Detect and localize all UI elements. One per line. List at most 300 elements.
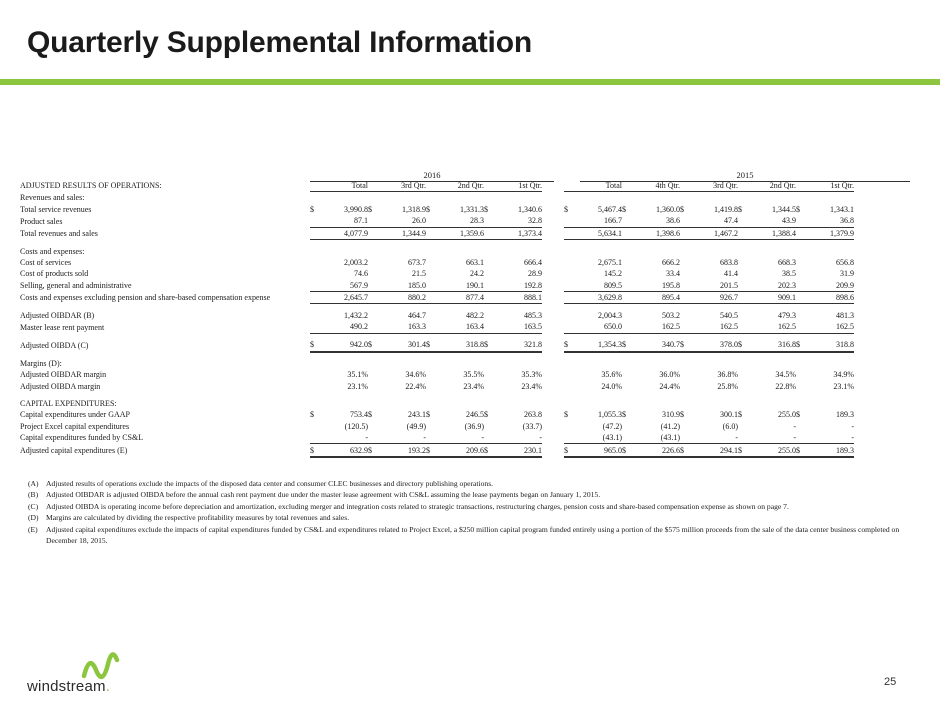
cell-value: 753.4 xyxy=(350,410,368,420)
currency-symbol xyxy=(310,421,324,432)
currency-symbol xyxy=(622,369,636,380)
currency-symbol xyxy=(368,398,382,409)
cell-value xyxy=(636,398,680,409)
currency-symbol xyxy=(796,380,810,391)
footnote xyxy=(28,524,908,547)
currency-symbol xyxy=(564,369,578,380)
cell-value: 378.0 xyxy=(694,339,738,351)
row-label: Revenues and sales: xyxy=(20,193,85,203)
currency-symbol xyxy=(622,268,636,279)
currency-symbol xyxy=(564,227,578,239)
currency-symbol xyxy=(622,421,636,432)
cell-value: 567.9 xyxy=(324,280,368,292)
currency-symbol xyxy=(368,245,382,256)
currency-symbol xyxy=(426,310,440,321)
row-label: Project Excel capital expenditures xyxy=(20,421,130,431)
currency-symbol xyxy=(622,215,636,227)
currency-symbol: $ xyxy=(426,410,430,420)
cell-value: 1,398.6 xyxy=(636,227,680,239)
cell-value: 464.7 xyxy=(408,311,426,321)
currency-symbol xyxy=(310,257,324,268)
currency-symbol: $ xyxy=(368,204,372,214)
cell-value: 22.4% xyxy=(405,381,426,391)
column-gap xyxy=(542,268,564,279)
currency-symbol xyxy=(622,245,636,256)
cell-value: 318.8 xyxy=(440,339,484,351)
row-label: Adjusted OIBDA margin xyxy=(20,381,101,391)
cell-value: 163.4 xyxy=(440,321,484,333)
row-label: Cost of services xyxy=(20,258,72,268)
currency-symbol xyxy=(426,227,440,239)
cell-value: - xyxy=(752,432,796,444)
currency-symbol xyxy=(368,215,382,227)
currency-symbol xyxy=(484,292,498,304)
cell-value: 888.1 xyxy=(498,292,542,304)
cell-value xyxy=(694,245,738,256)
row-label: Total revenues and sales xyxy=(20,228,98,238)
cell-value: - xyxy=(382,432,426,444)
cell-value: 301.4 xyxy=(382,339,426,351)
cell-value: 23.1% xyxy=(833,381,854,391)
table-row xyxy=(20,292,854,304)
cell-value: 2,003.2 xyxy=(344,258,368,268)
cell-value: 1,467.2 xyxy=(694,227,738,239)
currency-symbol xyxy=(680,310,694,321)
currency-symbol xyxy=(796,227,810,239)
currency-symbol xyxy=(564,398,578,409)
currency-symbol xyxy=(426,369,440,380)
cell-value: - xyxy=(851,421,854,431)
cell-value: 209.9 xyxy=(810,280,854,292)
column-gap xyxy=(542,280,564,292)
cell-value: 2,004.3 xyxy=(598,311,622,321)
cell-value: 192.8 xyxy=(498,280,542,292)
cell-value: (36.9) xyxy=(464,421,484,431)
cell-value: 43.9 xyxy=(752,215,796,227)
column-gap xyxy=(542,358,564,369)
currency-symbol xyxy=(622,432,636,444)
cell-value: 145.2 xyxy=(604,269,622,279)
cell-value xyxy=(324,245,368,256)
cell-value: 263.8 xyxy=(524,410,542,420)
cell-value xyxy=(752,245,796,256)
cell-value: 663.1 xyxy=(466,258,484,268)
cell-value: (33.7) xyxy=(522,421,542,431)
footnote-key: (B) xyxy=(28,490,39,500)
currency-symbol xyxy=(622,321,636,333)
currency-symbol xyxy=(368,380,382,391)
currency-symbol: $ xyxy=(368,444,382,457)
currency-symbol: $ xyxy=(368,410,372,420)
currency-symbol: $ xyxy=(680,204,684,214)
page-title: Quarterly Supplemental Information xyxy=(27,26,532,59)
currency-symbol xyxy=(310,398,324,409)
currency-symbol xyxy=(310,358,324,369)
currency-symbol: $ xyxy=(368,339,382,351)
currency-symbol xyxy=(564,215,578,227)
currency-symbol xyxy=(796,421,810,432)
currency-symbol xyxy=(622,280,636,292)
cell-value: 942.0 xyxy=(324,339,368,351)
currency-symbol xyxy=(796,257,810,268)
cell-value: (43.1) xyxy=(578,432,622,444)
cell-value: 22.8% xyxy=(775,381,796,391)
cell-value: 5,467.4 xyxy=(598,204,622,214)
currency-symbol xyxy=(484,432,498,444)
row-label: Adjusted capital expenditures (E) xyxy=(20,445,128,455)
cell-value xyxy=(382,245,426,256)
cell-value: 683.8 xyxy=(720,258,738,268)
cell-value: (43.1) xyxy=(636,432,680,444)
footnote-key: (C) xyxy=(28,501,39,511)
currency-symbol xyxy=(484,192,498,204)
currency-symbol xyxy=(564,432,578,444)
table-row xyxy=(20,444,854,457)
cell-value: 294.1 xyxy=(694,444,738,457)
cell-value xyxy=(636,245,680,256)
footnote xyxy=(28,489,908,500)
cell-value: 1,373.4 xyxy=(498,227,542,239)
cell-value: 34.5% xyxy=(775,370,796,380)
cell-value: 21.5 xyxy=(412,269,426,279)
cell-value: 190.1 xyxy=(440,280,484,292)
currency-symbol: $ xyxy=(310,410,314,420)
cell-value: 87.1 xyxy=(324,215,368,227)
footnote-key: (E) xyxy=(28,524,38,534)
currency-symbol xyxy=(426,280,440,292)
column-gap xyxy=(542,321,564,333)
cell-value: 246.5 xyxy=(466,410,484,420)
cell-value: 38.5 xyxy=(782,269,796,279)
table-row xyxy=(20,245,854,256)
currency-symbol xyxy=(796,369,810,380)
currency-symbol xyxy=(564,321,578,333)
cell-value: 162.5 xyxy=(752,321,796,333)
page-number: 25 xyxy=(884,676,897,688)
column-gap xyxy=(542,432,564,444)
currency-symbol xyxy=(796,280,810,292)
cell-value: 163.5 xyxy=(498,321,542,333)
currency-symbol xyxy=(796,358,810,369)
cell-value: 166.7 xyxy=(578,215,622,227)
cell-value: 1,419.8 xyxy=(714,204,738,214)
currency-symbol xyxy=(796,432,810,444)
currency-symbol xyxy=(738,369,752,380)
currency-symbol: $ xyxy=(484,410,488,420)
currency-symbol xyxy=(484,380,498,391)
footnote xyxy=(28,512,908,523)
currency-symbol xyxy=(738,245,752,256)
results-table xyxy=(20,180,854,458)
currency-symbol xyxy=(484,268,498,279)
currency-symbol xyxy=(680,215,694,227)
currency-symbol xyxy=(310,292,324,304)
row-label: Product sales xyxy=(20,216,63,226)
cell-value: - xyxy=(324,432,368,444)
cell-value: 666.2 xyxy=(662,258,680,268)
column-gap xyxy=(542,257,564,268)
currency-symbol xyxy=(368,227,382,239)
table-row xyxy=(20,227,854,239)
table-row xyxy=(20,369,854,380)
currency-symbol xyxy=(738,380,752,391)
table-row xyxy=(20,321,854,333)
currency-symbol xyxy=(680,257,694,268)
currency-symbol: $ xyxy=(680,339,694,351)
cell-value: 3,629.8 xyxy=(578,292,622,304)
currency-symbol: $ xyxy=(484,444,498,457)
row-label: Adjusted OIBDAR margin xyxy=(20,370,107,380)
currency-symbol: $ xyxy=(796,204,800,214)
year-header-2016: 2016 xyxy=(423,170,441,180)
currency-symbol xyxy=(622,227,636,239)
currency-symbol xyxy=(622,257,636,268)
cell-value xyxy=(752,398,796,409)
table-row xyxy=(20,421,854,432)
currency-symbol xyxy=(564,257,578,268)
currency-symbol xyxy=(368,369,382,380)
currency-symbol xyxy=(310,192,324,204)
currency-symbol xyxy=(622,358,636,369)
table-row xyxy=(20,398,854,409)
cell-value: 632.9 xyxy=(324,444,368,457)
row-label: Cost of products sold xyxy=(20,269,89,279)
currency-symbol xyxy=(368,292,382,304)
currency-symbol: $ xyxy=(484,204,488,214)
cell-value: 1,359.6 xyxy=(440,227,484,239)
table-row xyxy=(20,432,854,444)
cell-value xyxy=(324,358,368,369)
currency-symbol xyxy=(484,310,498,321)
cell-value: 189.3 xyxy=(810,444,854,457)
cell-value: 479.3 xyxy=(778,311,796,321)
currency-symbol xyxy=(426,257,440,268)
cell-value xyxy=(324,398,368,409)
currency-symbol xyxy=(564,358,578,369)
table-row xyxy=(20,257,854,268)
cell-value: 1,388.4 xyxy=(752,227,796,239)
currency-symbol xyxy=(738,310,752,321)
currency-symbol xyxy=(310,432,324,444)
table-row xyxy=(20,192,854,204)
footnote-text: Adjusted capital expenditures exclude the impacts of capital expenditures funded by CS&L and expenditures related to Project Excel, a $250 million capital program funded entirely using a portion of the $575 million proceeds from the sale of the data center business completed on December 18, 2015. xyxy=(46,524,900,546)
row-label: Selling, general and administrative xyxy=(20,281,132,291)
cell-value xyxy=(382,192,426,204)
column-gap xyxy=(542,245,564,256)
column-gap xyxy=(542,215,564,227)
currency-symbol xyxy=(796,398,810,409)
currency-symbol xyxy=(484,421,498,432)
column-header: Total xyxy=(310,180,368,192)
cell-value: 656.8 xyxy=(836,258,854,268)
cell-value: 2,675.1 xyxy=(598,258,622,268)
cell-value: 28.9 xyxy=(528,269,542,279)
cell-value xyxy=(810,358,854,369)
cell-value xyxy=(752,358,796,369)
cell-value: 33.4 xyxy=(666,269,680,279)
currency-symbol xyxy=(680,358,694,369)
footnote-text: Margins are calculated by dividing the respective profitability measures by total revenues and sales. xyxy=(46,513,350,523)
cell-value: 310.9 xyxy=(662,410,680,420)
currency-symbol xyxy=(368,310,382,321)
cell-value: (41.2) xyxy=(660,421,680,431)
currency-symbol: $ xyxy=(622,339,636,351)
cell-value: 23.1% xyxy=(347,381,368,391)
currency-symbol: $ xyxy=(426,204,430,214)
cell-value xyxy=(810,192,854,204)
currency-symbol xyxy=(310,369,324,380)
footnote-text: Adjusted OIBDA is operating income before depreciation and amortization, excluding merger and integration costs related to strategic transactions, restructuring charges, pension costs and share-based compensation expense as shown on page 7. xyxy=(46,501,789,511)
cell-value: 255.0 xyxy=(752,444,796,457)
currency-symbol: $ xyxy=(796,444,810,457)
cell-value: 650.0 xyxy=(578,321,622,333)
column-gap xyxy=(542,227,564,239)
cell-value: - xyxy=(694,432,738,444)
cell-value: 195.8 xyxy=(636,280,680,292)
footnotes xyxy=(28,478,908,546)
currency-symbol xyxy=(738,421,752,432)
currency-symbol: $ xyxy=(738,444,752,457)
currency-symbol: $ xyxy=(310,204,314,214)
cell-value: 482.2 xyxy=(466,311,484,321)
currency-symbol xyxy=(484,280,498,292)
currency-symbol xyxy=(368,192,382,204)
cell-value: 4,077.9 xyxy=(324,227,368,239)
footnote-key: (A) xyxy=(28,479,39,488)
cell-value xyxy=(578,192,622,204)
cell-value: 490.2 xyxy=(324,321,368,333)
currency-symbol xyxy=(564,192,578,204)
currency-symbol xyxy=(426,192,440,204)
cell-value: 24.4% xyxy=(659,381,680,391)
column-gap xyxy=(542,310,564,321)
cell-value: 36.8% xyxy=(717,370,738,380)
currency-symbol xyxy=(426,292,440,304)
currency-symbol xyxy=(680,292,694,304)
column-gap xyxy=(542,380,564,391)
currency-symbol xyxy=(564,268,578,279)
cell-value xyxy=(810,398,854,409)
currency-symbol xyxy=(738,268,752,279)
cell-value: 35.5% xyxy=(463,370,484,380)
cell-value: 202.3 xyxy=(752,280,796,292)
currency-symbol: $ xyxy=(564,444,578,457)
cell-value: 1,379.9 xyxy=(810,227,854,239)
cell-value: 23.4% xyxy=(463,381,484,391)
currency-symbol: $ xyxy=(796,339,810,351)
row-label: Master lease rent payment xyxy=(20,322,105,332)
cell-value: 28.3 xyxy=(440,215,484,227)
cell-value: - xyxy=(793,421,796,431)
currency-symbol xyxy=(484,398,498,409)
table-row xyxy=(20,215,854,227)
currency-symbol xyxy=(738,227,752,239)
cell-value: 926.7 xyxy=(694,292,738,304)
cell-value: - xyxy=(440,432,484,444)
cell-value xyxy=(694,358,738,369)
currency-symbol xyxy=(680,398,694,409)
table-row xyxy=(20,380,854,391)
currency-symbol xyxy=(368,358,382,369)
table-row xyxy=(20,358,854,369)
cell-value: 36.0% xyxy=(659,370,680,380)
currency-symbol xyxy=(564,380,578,391)
currency-symbol xyxy=(680,380,694,391)
cell-value xyxy=(636,358,680,369)
currency-symbol: $ xyxy=(310,339,324,351)
cell-value: 193.2 xyxy=(382,444,426,457)
cell-value xyxy=(382,358,426,369)
cell-value: 47.4 xyxy=(694,215,738,227)
cell-value: 965.0 xyxy=(578,444,622,457)
title-divider xyxy=(0,79,940,85)
footnote xyxy=(28,501,908,512)
table-row xyxy=(20,409,854,420)
row-label: Costs and expenses: xyxy=(20,246,85,256)
brand-dot: . xyxy=(105,678,111,695)
cell-value: 23.4% xyxy=(521,381,542,391)
currency-symbol xyxy=(738,192,752,204)
currency-symbol xyxy=(680,245,694,256)
column-gap xyxy=(542,369,564,380)
currency-symbol: $ xyxy=(680,410,684,420)
currency-symbol xyxy=(310,280,324,292)
column-header: 3rd Qtr. xyxy=(680,180,738,192)
cell-value xyxy=(440,245,484,256)
currency-symbol xyxy=(622,192,636,204)
cell-value: 255.0 xyxy=(778,410,796,420)
cell-value: 36.8 xyxy=(810,215,854,227)
currency-symbol xyxy=(680,227,694,239)
currency-symbol xyxy=(426,380,440,391)
currency-symbol: $ xyxy=(738,410,742,420)
column-gap xyxy=(542,398,564,409)
cell-value xyxy=(578,245,622,256)
currency-symbol xyxy=(368,257,382,268)
cell-value: 1,354.3 xyxy=(578,339,622,351)
currency-symbol xyxy=(426,215,440,227)
currency-symbol xyxy=(310,321,324,333)
cell-value: 35.6% xyxy=(601,370,622,380)
table-row xyxy=(20,280,854,292)
cell-value xyxy=(498,358,542,369)
table-row xyxy=(20,339,854,351)
row-label: Capital expenditures under GAAP xyxy=(20,410,130,420)
currency-symbol: $ xyxy=(484,339,498,351)
cell-value: 809.5 xyxy=(578,280,622,292)
cell-value xyxy=(440,192,484,204)
cell-value: 201.5 xyxy=(694,280,738,292)
cell-value: 26.0 xyxy=(382,215,426,227)
cell-value: 481.3 xyxy=(836,311,854,321)
currency-symbol xyxy=(564,245,578,256)
row-label: Total service revenues xyxy=(20,204,92,214)
currency-symbol xyxy=(738,432,752,444)
currency-symbol xyxy=(796,310,810,321)
currency-symbol xyxy=(426,398,440,409)
section-header: ADJUSTED RESULTS OF OPERATIONS: xyxy=(20,181,162,191)
currency-symbol xyxy=(564,292,578,304)
currency-symbol xyxy=(564,280,578,292)
cell-value: 1,340.6 xyxy=(518,204,542,214)
cell-value: 185.0 xyxy=(382,280,426,292)
currency-symbol xyxy=(622,398,636,409)
currency-symbol xyxy=(680,192,694,204)
currency-symbol xyxy=(310,380,324,391)
currency-symbol xyxy=(680,432,694,444)
currency-symbol: $ xyxy=(564,339,578,351)
currency-symbol xyxy=(796,268,810,279)
